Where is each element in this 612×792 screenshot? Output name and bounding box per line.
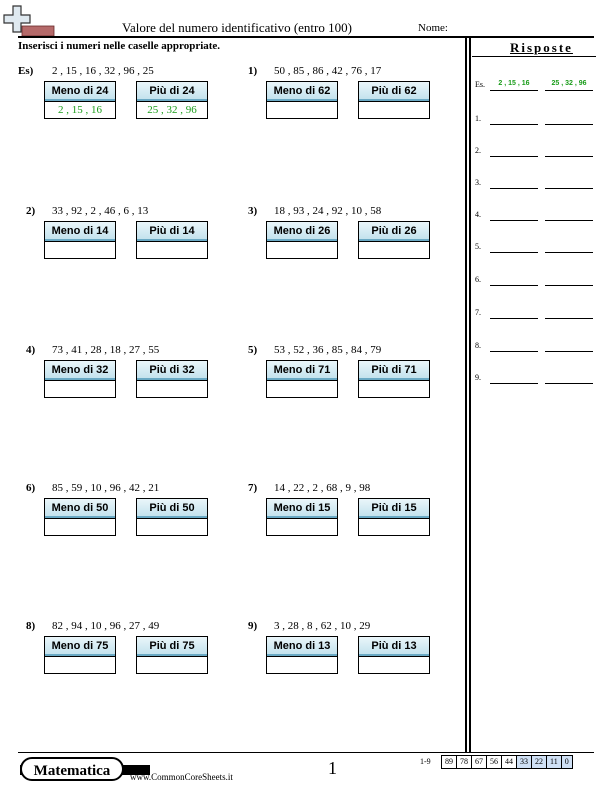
instructions: Inserisci i numeri nelle caselle appropriate. xyxy=(18,40,221,52)
less-than-box xyxy=(266,498,338,536)
greater-than-box xyxy=(136,360,208,398)
page-number: 1 xyxy=(328,758,337,778)
answer-row-label: 5. xyxy=(475,242,481,251)
greater-than-box xyxy=(136,81,208,119)
number-list: 82 , 94 , 10 , 96 , 27 , 49 xyxy=(52,620,160,632)
answer-field[interactable]: 2 , 15 , 16 xyxy=(58,104,102,116)
answer-line xyxy=(490,124,538,125)
answer-row-label: 8. xyxy=(475,341,481,350)
answers-title: Risposte xyxy=(510,40,573,55)
answer-line xyxy=(490,188,538,189)
answer-value: 2 , 15 , 16 xyxy=(498,80,530,87)
problem-number: 4) xyxy=(26,344,36,356)
less-than-box xyxy=(266,360,338,398)
score-cell: 33 xyxy=(516,755,532,769)
answer-line xyxy=(490,318,538,319)
less-than-box xyxy=(44,221,116,259)
answers-divider xyxy=(472,56,596,57)
score-range-label: 1-9 xyxy=(420,757,431,766)
score-cell: 0 xyxy=(561,755,573,769)
column-divider xyxy=(469,37,471,752)
problem-number: Es) xyxy=(18,65,34,77)
answer-field[interactable] xyxy=(267,381,337,397)
number-list: 14 , 22 , 2 , 68 , 9 , 98 xyxy=(274,482,371,494)
box-header: Meno di 24 xyxy=(45,82,115,102)
score-cell: 56 xyxy=(486,755,502,769)
number-list: 2 , 15 , 16 , 32 , 96 , 25 xyxy=(52,65,154,77)
box-header: Più di 75 xyxy=(137,637,207,657)
answer-field[interactable] xyxy=(137,381,207,397)
less-than-box xyxy=(44,360,116,398)
answer-line xyxy=(490,351,538,352)
box-header: Più di 14 xyxy=(137,222,207,242)
site-url: www.CommonCoreSheets.it xyxy=(130,772,233,782)
answer-field[interactable] xyxy=(137,242,207,258)
answer-line xyxy=(545,318,593,319)
score-cell: 22 xyxy=(531,755,547,769)
brand-logo: Matematica xyxy=(20,757,124,781)
problem-number: 1) xyxy=(248,65,258,77)
answer-field[interactable] xyxy=(137,657,207,673)
answer-line xyxy=(490,156,538,157)
score-cell: 89 xyxy=(441,755,457,769)
score-cell: 11 xyxy=(546,755,562,769)
box-header: Meno di 62 xyxy=(267,82,337,102)
greater-than-box xyxy=(136,498,208,536)
answer-row-label: 6. xyxy=(475,275,481,284)
box-header: Più di 13 xyxy=(359,637,429,657)
answer-value: 25 , 32 , 96 xyxy=(551,80,587,87)
answer-row-label: 2. xyxy=(475,146,481,155)
box-header: Più di 50 xyxy=(137,499,207,519)
score-cell: 78 xyxy=(456,755,472,769)
answer-field[interactable] xyxy=(267,102,337,118)
less-than-box xyxy=(266,221,338,259)
answer-field[interactable] xyxy=(45,657,115,673)
score-cell: 44 xyxy=(501,755,517,769)
greater-than-box xyxy=(358,81,430,119)
answer-line xyxy=(545,90,593,91)
answer-row-label: 3. xyxy=(475,178,481,187)
answer-line xyxy=(490,90,538,91)
problem-number: 2) xyxy=(26,205,36,217)
answer-field[interactable] xyxy=(45,381,115,397)
answer-row-label: 7. xyxy=(475,308,481,317)
problem-number: 5) xyxy=(248,344,258,356)
number-list: 53 , 52 , 36 , 85 , 84 , 79 xyxy=(274,344,382,356)
box-header: Più di 24 xyxy=(137,82,207,102)
box-header: Più di 32 xyxy=(137,361,207,381)
box-header: Più di 62 xyxy=(359,82,429,102)
answer-field[interactable] xyxy=(359,381,429,397)
footer-divider xyxy=(18,752,594,753)
less-than-box xyxy=(44,498,116,536)
plus-logo-icon xyxy=(2,4,56,36)
box-header: Meno di 13 xyxy=(267,637,337,657)
answer-field[interactable] xyxy=(137,519,207,535)
answer-line xyxy=(545,252,593,253)
answer-field[interactable] xyxy=(45,242,115,258)
header-divider xyxy=(18,36,594,38)
problem-number: 3) xyxy=(248,205,258,217)
number-list: 3 , 28 , 8 , 62 , 10 , 29 xyxy=(274,620,371,632)
page-title: Valore del numero identificativo (entro 100) xyxy=(122,20,352,35)
answer-field[interactable] xyxy=(359,519,429,535)
answer-field[interactable] xyxy=(359,657,429,673)
box-header: Meno di 50 xyxy=(45,499,115,519)
answer-line xyxy=(490,383,538,384)
answer-line xyxy=(545,188,593,189)
greater-than-box xyxy=(136,221,208,259)
column-divider xyxy=(465,37,467,752)
number-list: 50 , 85 , 86 , 42 , 76 , 17 xyxy=(274,65,382,77)
greater-than-box xyxy=(358,498,430,536)
answer-line xyxy=(545,156,593,157)
box-header: Meno di 71 xyxy=(267,361,337,381)
box-header: Meno di 75 xyxy=(45,637,115,657)
answer-line xyxy=(545,285,593,286)
number-list: 73 , 41 , 28 , 18 , 27 , 55 xyxy=(52,344,160,356)
answer-line xyxy=(490,252,538,253)
number-list: 85 , 59 , 10 , 96 , 42 , 21 xyxy=(52,482,160,494)
answer-line xyxy=(545,351,593,352)
problem-number: 9) xyxy=(248,620,258,632)
less-than-box xyxy=(266,636,338,674)
box-header: Meno di 15 xyxy=(267,499,337,519)
answer-field[interactable] xyxy=(359,242,429,258)
answer-line xyxy=(545,124,593,125)
greater-than-box xyxy=(358,221,430,259)
box-header: Più di 15 xyxy=(359,499,429,519)
answer-field[interactable] xyxy=(267,242,337,258)
number-list: 33 , 92 , 2 , 46 , 6 , 13 xyxy=(52,205,149,217)
box-header: Meno di 14 xyxy=(45,222,115,242)
less-than-box xyxy=(266,81,338,119)
greater-than-box xyxy=(358,636,430,674)
answer-row-label: Es. xyxy=(475,80,485,89)
name-label: Nome: xyxy=(418,22,448,34)
answer-row-label: 9. xyxy=(475,373,481,382)
answer-field[interactable] xyxy=(359,102,429,118)
answer-line xyxy=(545,220,593,221)
score-cell: 67 xyxy=(471,755,487,769)
answer-row-label: 1. xyxy=(475,114,481,123)
problem-number: 7) xyxy=(248,482,258,494)
box-header: Meno di 32 xyxy=(45,361,115,381)
answer-field[interactable]: 25 , 32 , 96 xyxy=(147,104,197,116)
score-table xyxy=(442,755,573,769)
box-header: Meno di 26 xyxy=(267,222,337,242)
answer-field[interactable] xyxy=(267,519,337,535)
less-than-box xyxy=(44,81,116,119)
answer-line xyxy=(490,285,538,286)
number-list: 18 , 93 , 24 , 92 , 10 , 58 xyxy=(274,205,382,217)
answer-line xyxy=(490,220,538,221)
greater-than-box xyxy=(136,636,208,674)
box-header: Più di 71 xyxy=(359,361,429,381)
answer-row-label: 4. xyxy=(475,210,481,219)
answer-field[interactable] xyxy=(45,519,115,535)
box-header: Più di 26 xyxy=(359,222,429,242)
problem-number: 6) xyxy=(26,482,36,494)
less-than-box xyxy=(44,636,116,674)
problem-number: 8) xyxy=(26,620,36,632)
answer-line xyxy=(545,383,593,384)
greater-than-box xyxy=(358,360,430,398)
answer-field[interactable] xyxy=(267,657,337,673)
